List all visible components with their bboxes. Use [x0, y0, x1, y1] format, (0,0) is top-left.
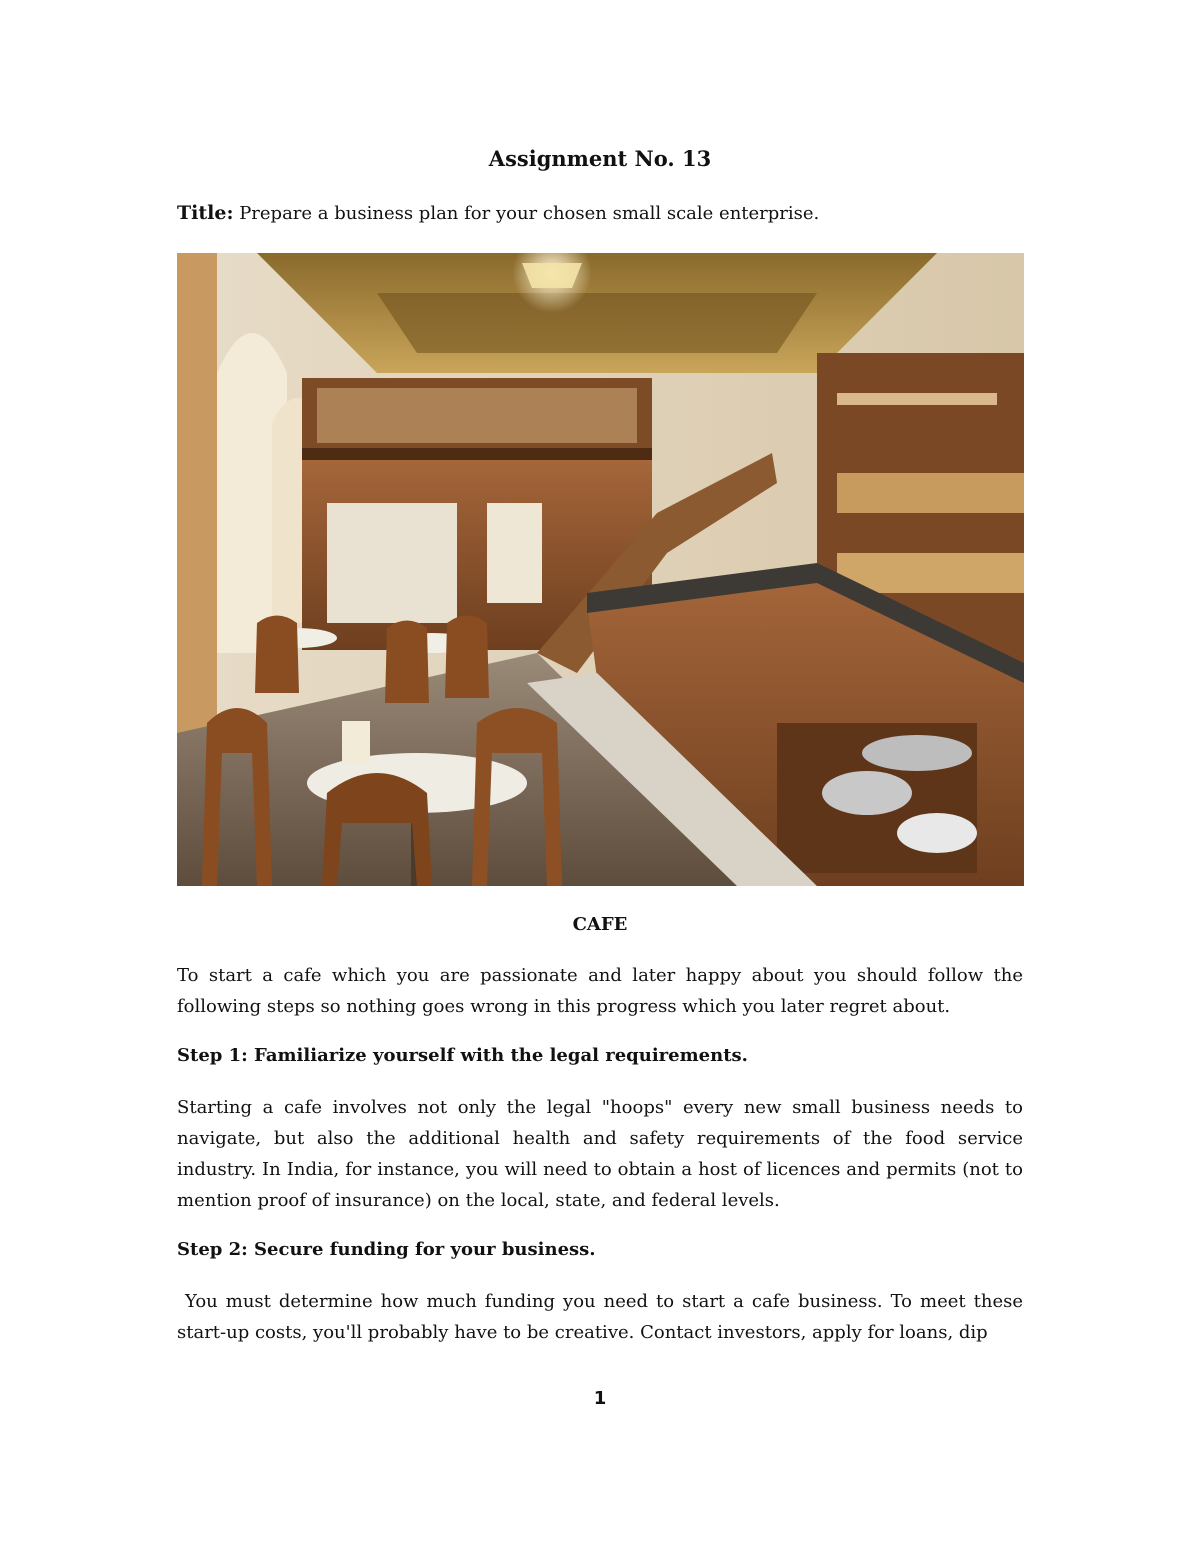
section-heading: CAFE [572, 914, 628, 935]
title-label: Title: [177, 202, 234, 224]
assignment-heading: Assignment No. 13 [488, 146, 712, 171]
step-2-body: You must determine how much funding you need to start a cafe business. To meet these start-up costs, you'll probably have to be creative. Contact investors, apply for loans, dip [177, 1291, 1029, 1343]
title-text: Prepare a business plan for your chosen small scale enterprise. [239, 203, 820, 224]
title-line [177, 202, 819, 224]
page-number: 1 [593, 1388, 607, 1409]
step-1-body: Starting a cafe involves not only the legal "hoops" every new small business needs to navigate, but also the additional health and safety requirements of the food service industry. In India, for instance, you will need to obtain a host of licences and permits (not to mention proof of insurance) on the local, state, and federal levels. [177, 1097, 1023, 1211]
cafe-interior-photo [177, 253, 1024, 886]
step-2-heading: Step 2: Secure funding for your business. [177, 1239, 596, 1260]
intro-paragraph: To start a cafe which you are passionate and later happy about you should follow the following steps so nothing goes wrong in this progress which you later regret about. [177, 965, 1023, 1017]
step-1-heading: Step 1: Familiarize yourself with the legal requirements. [177, 1045, 748, 1066]
